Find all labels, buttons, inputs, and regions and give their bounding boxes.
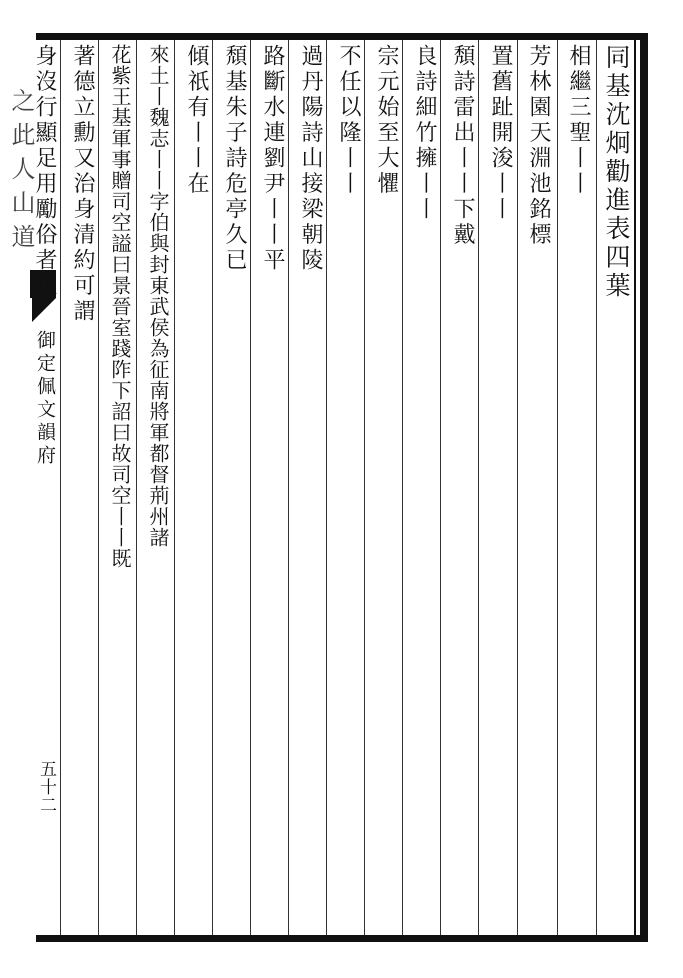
text-column: 著德立勳又治身清約可謂 [70, 44, 95, 325]
page-number: 五十二 [36, 760, 56, 814]
frame-top-border [36, 33, 648, 40]
text-column: 頹基朱子詩危亭久已 [222, 44, 247, 274]
text-column: 過丹陽詩山接梁朝陵 [298, 44, 323, 274]
margin-cut-text: 之此人山道 [7, 88, 35, 258]
text-column: 花紫王基軍事贈司空謚曰景晉室踐阼下詔曰故司空丨丨既 [108, 44, 132, 569]
column-rule [596, 40, 597, 935]
column-rule [98, 40, 99, 935]
text-column: 相繼三聖丨丨 [566, 44, 591, 197]
column-rule [478, 40, 479, 935]
column-rule [557, 40, 558, 935]
text-column: 不任以隆丨丨 [336, 44, 361, 197]
column-rule [326, 40, 327, 935]
text-column: 身沒行顯足用勵俗者也 [32, 44, 57, 299]
column-rule [517, 40, 518, 935]
frame-inner-rule [634, 40, 636, 935]
column-rule [136, 40, 137, 935]
text-column: 置舊趾開浚丨丨 [488, 44, 513, 223]
text-column: 路斷水連劉尹丨丨平 [260, 44, 285, 274]
column-rule [402, 40, 403, 935]
text-column: 芳林園天淵池銘標 [526, 44, 551, 248]
frame-bottom-border [36, 935, 648, 942]
frame-right-border [640, 33, 648, 942]
text-column: 來土丨魏志丨丨字伯與封東武侯為征南將軍都督荊州諸 [146, 44, 170, 548]
column-rule [364, 40, 365, 935]
column-rule [60, 40, 61, 935]
column-rule [174, 40, 175, 935]
text-column: 傾祇有丨丨在 [184, 44, 209, 197]
text-column: 同基沈炯勸進表四葉 [602, 44, 631, 301]
column-rule [212, 40, 213, 935]
column-rule [250, 40, 251, 935]
text-column: 宗元始至大懼 [374, 44, 399, 197]
text-column: 頽詩雷出丨丨下戴 [450, 44, 475, 248]
column-rule [440, 40, 441, 935]
column-rule [288, 40, 289, 935]
text-column: 良詩細竹擁丨丨 [412, 44, 437, 223]
book-title: 御定佩文韻府 [34, 330, 56, 468]
